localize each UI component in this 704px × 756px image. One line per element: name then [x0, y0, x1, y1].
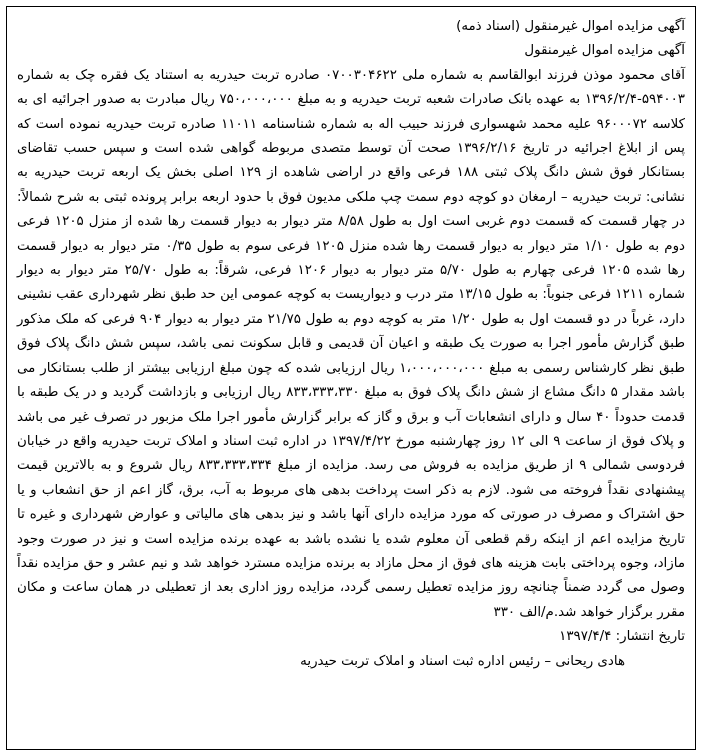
notice-body: آقای محمود موذن فرزند ابوالقاسم به شماره ملی ۰۷۰۰۳۰۴۶۲۲ صادره تربت حیدریه به استناد یک فقره چک به شماره ۵۹۴۰۰۳-۱۳۹۶/۲/۴ به عهده بانک صادرات شعبه تربت حیدریه و به مبلغ ۷۵۰،۰۰۰،۰۰۰ ریال مبادرت به صدور اجرائیه ای به کلاسه ۹۶۰۰۰۷۲ علیه محمد شهسواری فرزند حبیب اله به شماره شناسنامه ۱۱۰۱۱ صادره تربت حیدریه نموده است که پس از ابلاغ اجرائیه در تاریخ ۱۳۹۶/۲/۱۶ صحت آن توسط متصدی مربوطه گواهی شده است و سپس حسب تقاضای بستانکار فوق شش دانگ پلاک ثبتی ۱۸۸ فرعی واقع در اراضی شاهده از ۱۲۹ اصلی بخش یک اربعه تربت حیدریه به نشانی: تربت حیدریه – ارمغان دو کوچه دوم سمت چپ ملکی مدیون فوق با حدود اربعه برابر پرونده ثبتی به شرح شمالاً: در چهار قسمت که قسمت دوم غربی است اول به طول ۸/۵۸ متر دیوار به دیوار قسمت رها شده از منزل ۱۲۰۵ فرعی دوم به طول ۱/۱۰ متر دیوار به دیوار قسمت رها شده منزل ۱۲۰۵ فرعی سوم به طول ۰/۳۵ متر دیوار به دیوار قسمت رها شده ۱۲۰۵ فرعی چهارم به طول ۵/۷۰ متر دیوار به دیوار ۱۲۰۶ فرعی، شرقاً: به طول ۲۵/۷۰ متر دیوار به دیوار شماره ۱۲۱۱ فرعی جنوباً: به طول ۱۳/۱۵ متر درب و دیواریست به کوچه عمومی این حد طبق نظر شهرداری عقب نشینی دارد، غرباً در دو قسمت اول به طول ۱/۲۰ متر به کوچه دوم به طول ۲۱/۷۵ متر دیوار به دیوار ۹۰۴ فرعی که ملک مذکور طبق گزارش مأمور اجرا به صورت یک طبقه و اعیان آن قدیمی و قابل سکونت نمی باشد، سپس شش دانگ پلاک فوق طبق نظر کارشناس رسمی به مبلغ ۱،۰۰۰،۰۰۰،۰۰۰ ریال ارزیابی شده که چون مبلغ ارزیابی بیشتر از طلب بستانکار می باشد مقدار ۵ دانگ مشاع از شش دانگ پلاک فوق به مبلغ ۸۳۳،۳۳۳،۳۳۰ ریال ارزیابی و بازداشت گردید و در یک طبقه با قدمت حدوداً ۴۰ سال و دارای انشعابات آب و برق و گاز که برابر گزارش مأمور اجرا ملک مزبور در تصرف غیر می باشد و پلاک فوق از ساعت ۹ الی ۱۲ روز چهارشنبه مورخ ۱۳۹۷/۴/۲۲ در اداره ثبت اسناد و املاک تربت حیدریه واقع در خیابان فردوسی شمالی ۹ از طریق مزایده به فروش می رسد. مزایده از مبلغ ۸۳۳،۳۳۳،۳۳۴ ریال شروع و به بالاترین قیمت پیشنهادی نقداً فروخته می شود. لازم به ذکر است پرداخت بدهی های مربوط به آب، برق، گاز اعم از حق انشعاب و یا حق اشتراک و مصرف در صورتی که مورد مزایده دارای آنها باشد و نیز بدهی های مالیاتی و عوارض شهرداری و غیره تا تاریخ مزایده اعم از اینکه رقم قطعی آن معلوم شده یا نشده باشد به عهده برنده مزایده است و نیز در صورت وجود مازاد، وجوه پرداختی بابت هزینه های فوق از محل مازاد به برنده مزایده مسترد خواهد شد و نیم عشر و حق مزایده نقداً وصول می گردد ضمناً چنانچه روز مزایده تعطیل رسمی گردد، مزایده روز اداری بعد از تعطیلی در همان ساعت و مکان مقرر برگزار خواهد شد.م/الف ۳۳۰ [17, 67, 686, 620]
publish-date: تاریخ انتشار: ۱۳۹۷/۴/۴ [559, 629, 685, 645]
signature-line: هادی ریحانی – رئیس اداره ثبت اسناد و املاک تربت حیدریه [300, 653, 625, 669]
notice-title-secondary: آگهی مزایده اموال غیرمنقول [524, 43, 685, 59]
auction-notice [6, 6, 696, 750]
notice-title-primary: آگهی مزایده اموال غیرمنقول (اسناد ذمه) [456, 19, 685, 34]
